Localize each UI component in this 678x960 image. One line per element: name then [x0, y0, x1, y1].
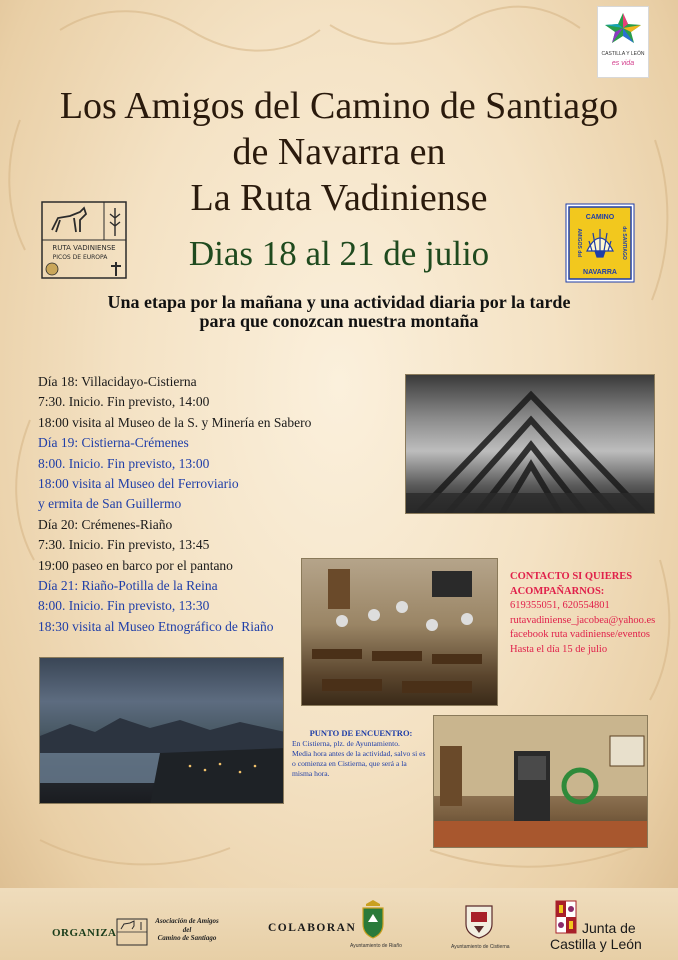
camino-logo-left: AMIGOS del	[576, 228, 582, 258]
event-dates: Dias 18 al 21 de julio	[188, 234, 490, 273]
meeting-line: En Cistierna, plz. de Ayuntamiento.	[292, 739, 400, 748]
vad-logo-line1: RUTA VADINIENSE	[52, 244, 116, 252]
camino-logo-top: CAMINO	[585, 214, 615, 221]
brand-logo-caption: CASTILLA Y LEÓN	[601, 51, 645, 57]
schedule-row: 8:00. Inicio. Fin previsto, 13:30	[38, 598, 210, 614]
vad-logo-line2: PICOS DE EUROPA	[52, 254, 108, 261]
schedule-row: Día 19: Cistierna-Crémenes	[38, 435, 189, 451]
schedule-row: Día 21: Riaño-Potilla de la Reina	[38, 578, 218, 594]
castilla-y-leon-brand-logo	[597, 6, 649, 78]
cistierna-caption: Ayuntamiento de Cistierna	[451, 944, 510, 950]
schedule-row: 8:00. Inicio. Fin previsto, 13:00	[38, 455, 210, 471]
contact-heading-1: CONTACTO SI QUIERES	[510, 571, 633, 582]
title-line-1: Los Amigos del Camino de Santiago	[59, 85, 619, 127]
schedule-row: Día 18: Villacidayo-Cistierna	[38, 374, 197, 389]
cistierna-coat-of-arms-icon	[462, 900, 496, 940]
junta-line-1: Junta de	[582, 920, 636, 936]
photo-railway-museum	[433, 715, 648, 848]
meeting-heading: PUNTO DE ENCUENTRO:	[309, 728, 413, 738]
schedule-row: 19:00 paseo en barco por el pantano	[38, 557, 233, 573]
contact-heading-2: ACOMPAÑARNOS:	[510, 585, 605, 597]
camino-logo-right: de SANTIAGO	[621, 226, 627, 260]
camino-logo-bottom: NAVARRA	[583, 269, 617, 276]
junta-castilla-leon-shield-icon	[555, 900, 577, 934]
subtitle-line-1: Una etapa por la mañana y una actividad diaria por la tarde	[107, 292, 571, 312]
schedule-row: Día 20: Crémenes-Riaño	[38, 516, 173, 532]
schedule-row: 18:30 visita al Museo Etnográfico de Riaño	[38, 618, 274, 634]
association-line: Asociación de Amigos	[155, 917, 219, 925]
subtitle-line-2: para que conozcan nuestra montaña	[199, 311, 479, 331]
schedule-row: 7:30. Inicio. Fin previsto, 13:45	[38, 537, 210, 553]
contact-deadline: Hasta el día 15 de julio	[510, 643, 608, 655]
contact-box	[510, 570, 675, 657]
schedule-row: y ermita de San Guillermo	[38, 496, 182, 512]
footer-organiza-label: ORGANIZA	[52, 927, 117, 939]
meeting-point-box	[292, 728, 430, 779]
meeting-line: o comienza en Cistierna, que será a la	[292, 759, 407, 768]
title-line-3: La Ruta Vadiniense	[190, 177, 488, 219]
association-logo	[116, 918, 148, 946]
footer-association-name	[151, 917, 223, 943]
photo-arched-hall	[405, 374, 655, 514]
meeting-line: Media hora antes de la actividad, salvo si es	[292, 749, 426, 758]
contact-phones: 619355051, 620554801	[510, 600, 610, 611]
photo-old-classroom	[301, 558, 498, 706]
title-line-2: de Navarra en	[232, 131, 446, 173]
junta-line-2: Castilla y León	[550, 936, 642, 952]
footer-colaboran-label: COLABORAN	[268, 922, 357, 934]
star-logo-icon	[603, 11, 643, 45]
association-line: del	[182, 925, 192, 934]
riano-coat-of-arms-icon	[360, 900, 386, 940]
brand-logo-tagline: es vida	[611, 60, 635, 67]
meeting-line: misma hora.	[292, 769, 330, 778]
photo-riano-lake-night	[39, 657, 284, 804]
association-line: Camino de Santiago	[157, 934, 217, 942]
contact-facebook: facebook ruta vadiniense/eventos	[510, 629, 650, 640]
riano-caption: Ayuntamiento de Riaño	[350, 943, 402, 949]
contact-email: rutavadiniense_jacobea@yahoo.es	[510, 614, 656, 626]
schedule-row: 7:30. Inicio. Fin previsto, 14:00	[38, 394, 210, 410]
schedule-row: 18:00 visita al Museo del Ferroviario	[38, 476, 239, 492]
schedule-row: 18:00 visita al Museo de la S. y Minería en Sabero	[38, 414, 312, 430]
